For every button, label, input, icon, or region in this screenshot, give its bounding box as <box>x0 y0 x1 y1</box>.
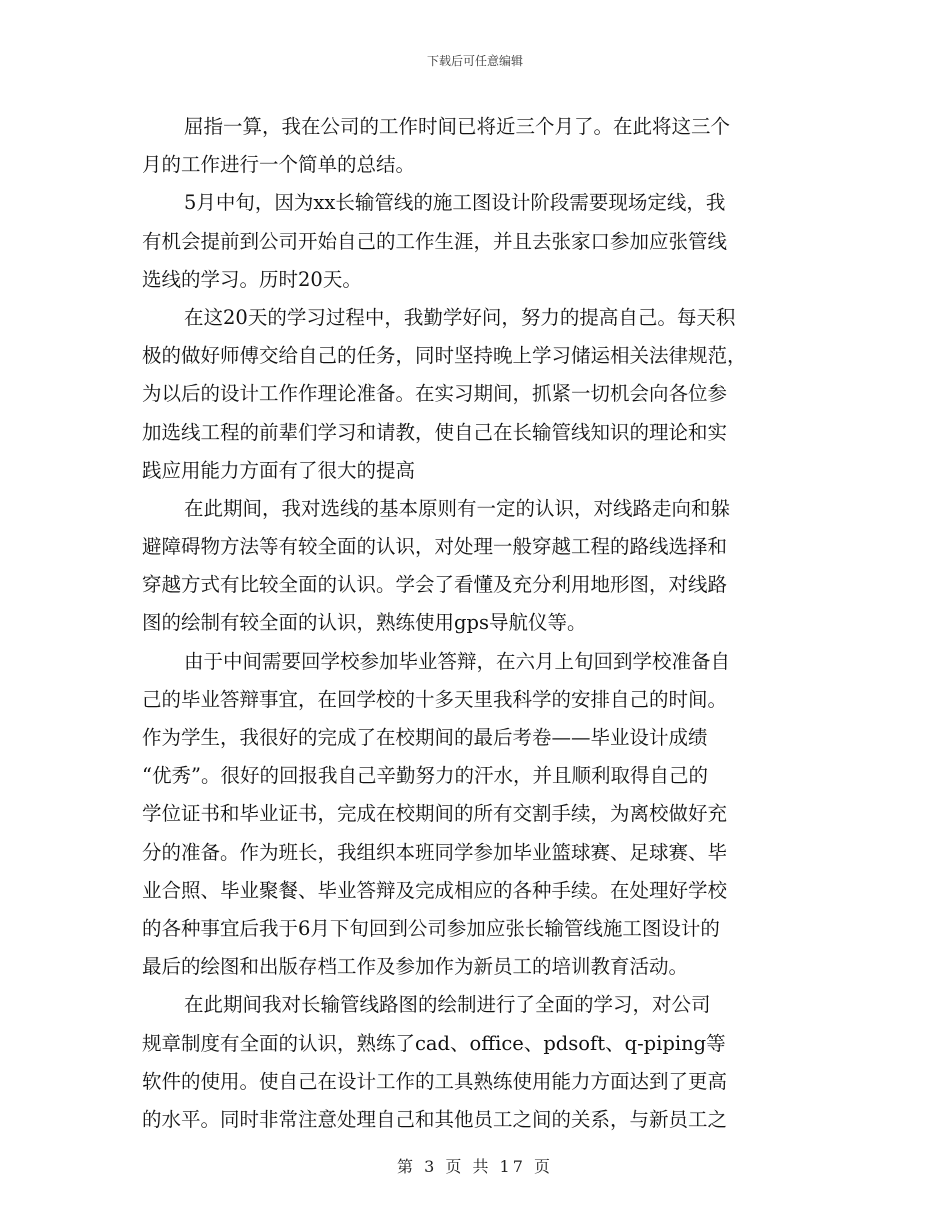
text-line: 规章制度有全面的认识，熟练了cad、office、pdsoft、q-piping等 <box>142 1031 726 1055</box>
text-line: 在这20天的学习过程中，我勤学好问，努力的提高自己。每天积 <box>184 305 736 329</box>
text-line: “优秀”。很好的回报我自己辛勤努力的汗水，并且顺利取得自己的 <box>142 764 708 788</box>
text-line: 5月中旬，因为xx长输管线的施工图设计阶段需要现场定线，我 <box>184 191 726 215</box>
text-line: 践应用能力方面有了很大的提高 <box>142 458 416 482</box>
document-body <box>142 108 808 1139</box>
text-line: 分的准备。作为班长，我组织本班同学参加毕业篮球赛、足球赛、毕 <box>142 840 728 864</box>
text-line: 屈指一算，我在公司的工作时间已将近三个月了。在此将这三个 <box>184 115 731 138</box>
text-line: 的各种事宜后我于6月下旬回到公司参加应张长输管线施工图设计的 <box>142 916 720 940</box>
text-line: 在此期间，我对选线的基本原则有一定的认识，对线路走向和躲 <box>184 496 731 520</box>
text-line: 由于中间需要回学校参加毕业答辩，在六月上旬回到学校准备自 <box>184 649 731 673</box>
text-line: 选线的学习。历时20天。 <box>142 267 362 291</box>
text-line: 图的绘制有较全面的认识，熟练使用gps导航仪等。 <box>142 611 587 635</box>
text-line: 月的工作进行一个简单的总结。 <box>142 153 416 177</box>
text-line: 在此期间我对长输管线路图的绘制进行了全面的学习，对公司 <box>184 993 711 1017</box>
page-footer: 第 3 页 共 17 页 <box>397 1157 553 1176</box>
text-line: 作为学生，我很好的完成了在校期间的最后考卷——毕业设计成绩 <box>142 726 708 749</box>
text-line: 学位证书和毕业证书，完成在校期间的所有交割手续，为离校做好充 <box>142 802 728 826</box>
text-line: 的水平。同时非常注意处理自己和其他员工之间的关系，与新员工之 <box>142 1107 728 1131</box>
text-line: 穿越方式有比较全面的认识。学会了看懂及充分利用地形图，对线路 <box>142 573 728 597</box>
text-line: 加选线工程的前辈们学习和请教，使自己在长输管线知识的理论和实 <box>142 420 728 444</box>
text-line: 软件的使用。使自己在设计工作的工具熟练使用能力方面达到了更高 <box>142 1069 728 1093</box>
text-line: 有机会提前到公司开始自己的工作生涯，并且去张家口参加应张管线 <box>142 229 728 253</box>
text-line: 业合照、毕业聚餐、毕业答辩及完成相应的各种手续。在处理好学校 <box>142 878 728 902</box>
page-header: 下载后可任意编辑 <box>426 54 523 68</box>
text-line: 己的毕业答辩事宜，在回学校的十多天里我科学的安排自己的时间。 <box>142 687 728 711</box>
text-line: 为以后的设计工作作理论准备。在实习期间，抓紧一切机会向各位参 <box>142 382 728 406</box>
text-line: 最后的绘图和出版存档工作及参加作为新员工的培训教育活动。 <box>142 955 689 979</box>
text-line: 极的做好师傅交给自己的任务，同时坚持晚上学习储运相关法律规范， <box>142 344 747 368</box>
text-line: 避障碍物方法等有较全面的认识，对处理一般穿越工程的路线选择和 <box>142 535 728 559</box>
